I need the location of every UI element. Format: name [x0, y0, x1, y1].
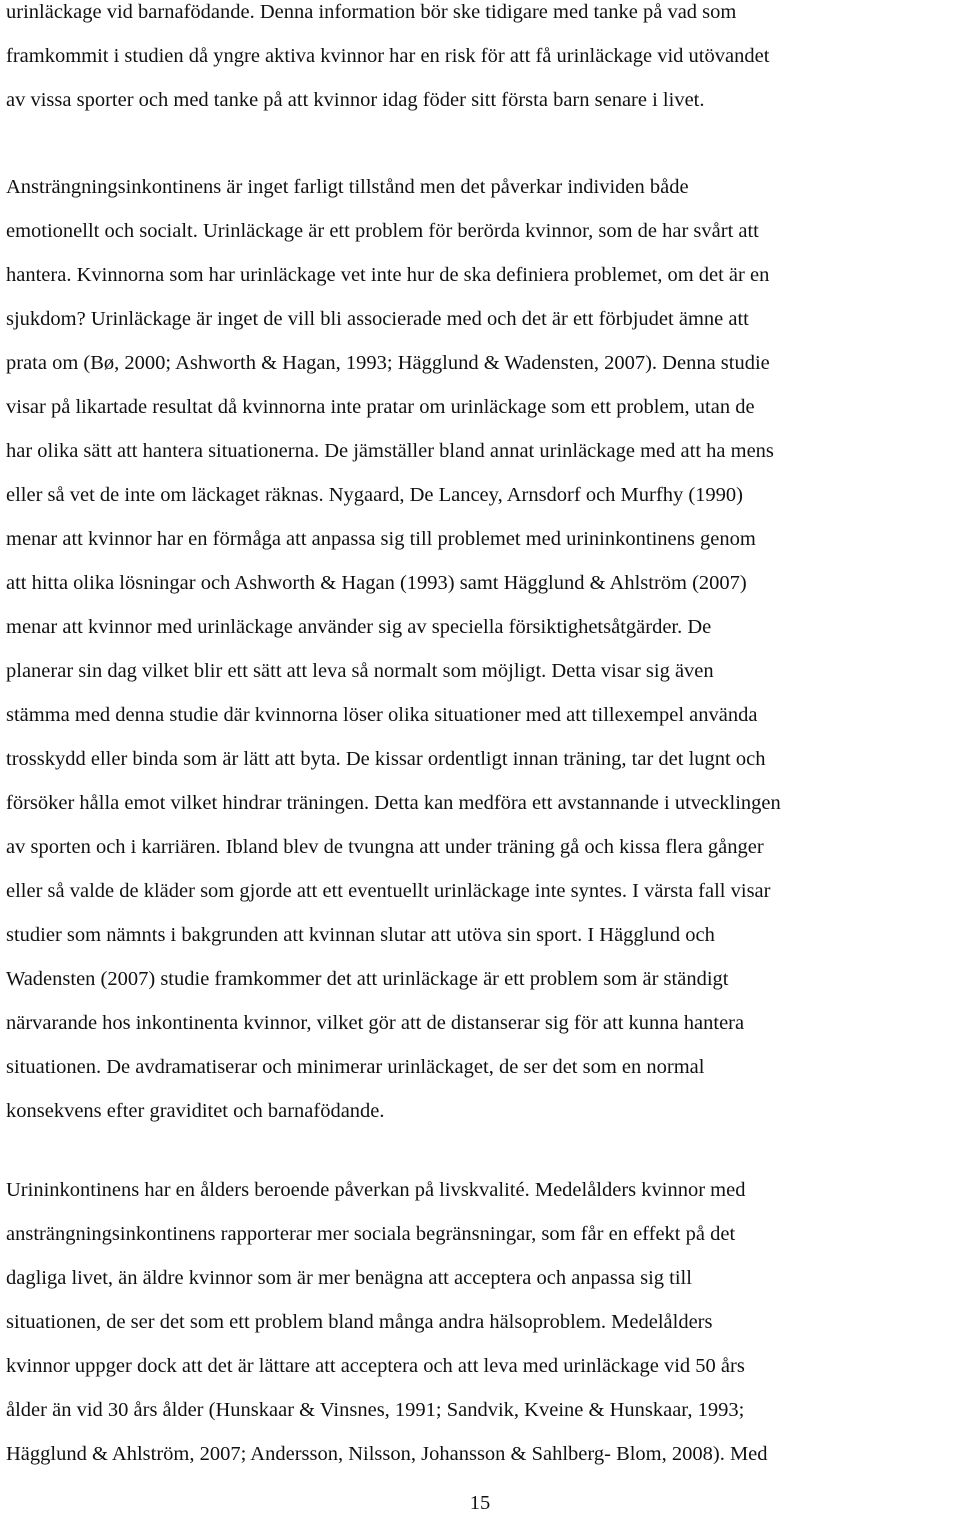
text-line: konsekvens efter graviditet och barnafödande. — [6, 1100, 385, 1122]
text-line: planerar sin dag vilket blir ett sätt att leva så normalt som möjligt. Detta visar sig även — [6, 660, 714, 682]
text-line: urinläckage vid barnafödande. Denna information bör ske tidigare med tanke på vad som — [6, 1, 737, 23]
text-line: av sporten och i karriären. Ibland blev de tvungna att under träning gå och kissa flera gånger — [6, 836, 764, 858]
text-line: situationen. De avdramatiserar och minimerar urinläckaget, de ser det som en normal — [6, 1056, 705, 1078]
text-line: har olika sätt att hantera situationerna. De jämställer bland annat urinläckage med att ha mens — [6, 440, 774, 462]
text-line: visar på likartade resultat då kvinnorna inte pratar om urinläckage som ett problem, utan de — [6, 396, 755, 418]
text-line: trosskydd eller binda som är lätt att byta. De kissar ordentligt innan träning, tar det lugnt och — [6, 748, 766, 770]
text-line: Wadensten (2007) studie framkommer det att urinläckage är ett problem som är ständigt — [6, 968, 729, 990]
text-line: Ansträngningsinkontinens är inget farligt tillstånd men det påverkar individen både — [6, 176, 689, 198]
text-line: emotionellt och socialt. Urinläckage är ett problem för berörda kvinnor, som de har svårt att — [6, 220, 759, 242]
text-line: Hägglund & Ahlström, 2007; Andersson, Nilsson, Johansson & Sahlberg- Blom, 2008). Med — [6, 1443, 768, 1465]
text-line: eller så vet de inte om läckaget räknas. Nygaard, De Lancey, Arnsdorf och Murfhy (1990) — [6, 484, 743, 506]
text-line: sjukdom? Urinläckage är inget de vill bli associerade med och det är ett förbjudet ämne att — [6, 308, 749, 330]
text-line: stämma med denna studie där kvinnorna löser olika situationer med att tillexempel använda — [6, 704, 758, 726]
text-line: studier som nämnts i bakgrunden att kvinnan slutar att utöva sin sport. I Hägglund och — [6, 924, 715, 946]
text-line: dagliga livet, än äldre kvinnor som är mer benägna att acceptera och anpassa sig till — [6, 1267, 692, 1289]
text-line: försöker hålla emot vilket hindrar träningen. Detta kan medföra ett avstannande i utvecklingen — [6, 792, 781, 814]
text-line: hantera. Kvinnorna som har urinläckage vet inte hur de ska definiera problemet, om det är en — [6, 264, 770, 286]
text-line: framkommit i studien då yngre aktiva kvinnor har en risk för att få urinläckage vid utövandet — [6, 45, 770, 67]
text-line: närvarande hos inkontinenta kvinnor, vilket gör att de distanserar sig för att kunna hantera — [6, 1012, 745, 1034]
text-line: situationen, de ser det som ett problem bland många andra hälsoproblem. Medelålders — [6, 1311, 713, 1333]
page-number: 15 — [469, 1492, 491, 1514]
text-line: menar att kvinnor med urinläckage använder sig av speciella försiktighetsåtgärder. De — [6, 616, 712, 638]
paragraph-1 — [6, 0, 954, 132]
text-line: av vissa sporter och med tanke på att kvinnor idag föder sitt första barn senare i livet. — [6, 89, 705, 111]
paragraph-3 — [6, 1178, 954, 1486]
text-line: ålder än vid 30 års ålder (Hunskaar & Vinsnes, 1991; Sandvik, Kveine & Hunskaar, 1993; — [6, 1399, 745, 1421]
text-line: eller så valde de kläder som gjorde att ett eventuellt urinläckage inte syntes. I värsta fall visar — [6, 880, 771, 902]
text-line: kvinnor uppger dock att det är lättare att acceptera och att leva med urinläckage vid 50 års — [6, 1355, 745, 1377]
text-line: menar att kvinnor har en förmåga att anpassa sig till problemet med urininkontinens genom — [6, 528, 756, 550]
paragraph-2 — [6, 175, 954, 1143]
text-line: Urininkontinens har en ålders beroende påverkan på livskvalité. Medelålders kvinnor med — [6, 1179, 746, 1201]
text-line: ansträngningsinkontinens rapporterar mer sociala begränsningar, som får en effekt på det — [6, 1223, 736, 1245]
text-line: att hitta olika lösningar och Ashworth & Hagan (1993) samt Hägglund & Ahlström (2007) — [6, 572, 747, 594]
text-line: prata om (Bø, 2000; Ashworth & Hagan, 1993; Hägglund & Wadensten, 2007). Denna studie — [6, 352, 770, 374]
